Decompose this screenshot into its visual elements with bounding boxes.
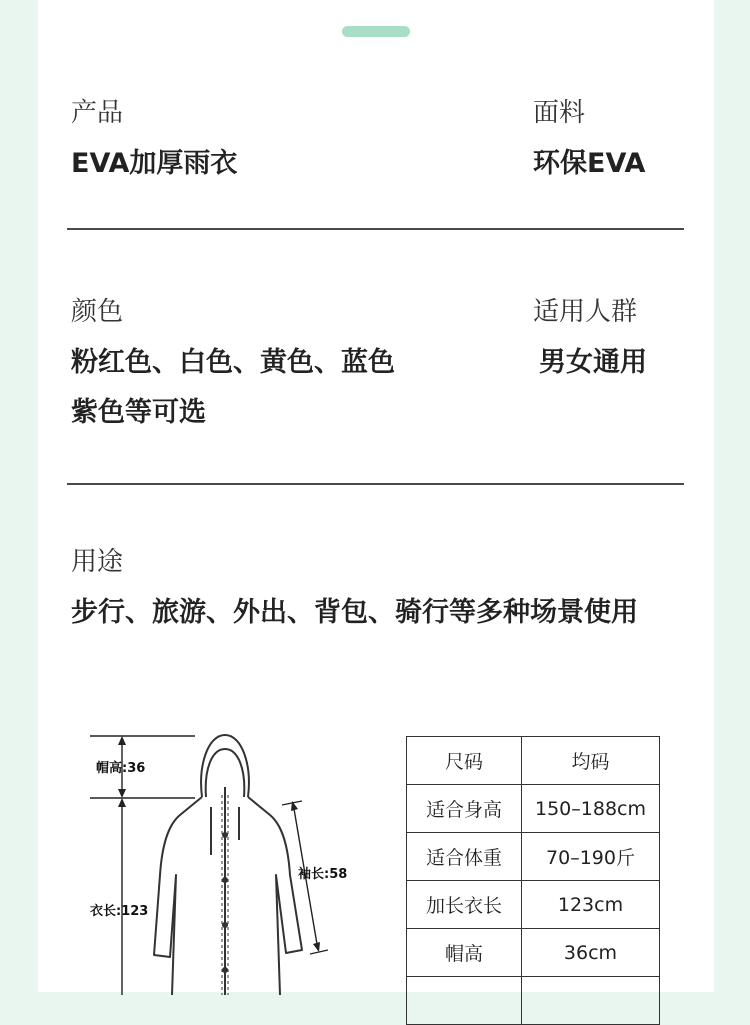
color-label: 颜色 [71, 297, 124, 327]
product-label: 产品 [71, 98, 124, 128]
hood-dimension [90, 736, 195, 798]
table-cell: 适合身高 [407, 785, 522, 833]
coat-length-label: 衣长:123 [90, 904, 149, 919]
table-row [407, 833, 660, 881]
table-row [407, 881, 660, 929]
table-cell [522, 977, 660, 1025]
table-row [407, 737, 660, 785]
sleeve-dimension [282, 801, 347, 954]
color-value-line1: 粉红色、白色、黄色、蓝色 [71, 347, 395, 378]
product-value: EVA加厚雨衣 [71, 148, 238, 179]
audience-value: 男女通用 [539, 347, 647, 378]
usage-value: 步行、旅游、外出、背包、骑行等多种场景使用 [71, 597, 638, 628]
table-row [407, 785, 660, 833]
table-cell: 70–190斤 [522, 833, 660, 881]
divider [67, 228, 684, 230]
size-table [406, 736, 660, 1025]
raincoat-outline [154, 735, 302, 995]
audience-label: 适用人群 [533, 297, 638, 327]
table-cell: 36cm [522, 929, 660, 977]
hood-height-label: 帽高:36 [96, 761, 146, 776]
coat-length-dimension [90, 798, 148, 995]
material-label: 面料 [533, 98, 586, 128]
table-cell: 加长衣长 [407, 881, 522, 929]
table-cell: 150–188cm [522, 785, 660, 833]
drag-handle[interactable] [342, 26, 410, 37]
table-cell: 均码 [522, 737, 660, 785]
divider [67, 483, 684, 485]
usage-label: 用途 [71, 547, 124, 577]
table-cell: 尺码 [407, 737, 522, 785]
table-row [407, 977, 660, 1025]
table-cell: 适合体重 [407, 833, 522, 881]
raincoat-size-diagram [80, 725, 380, 995]
table-cell [407, 977, 522, 1025]
color-value-line2: 紫色等可选 [71, 397, 206, 428]
table-cell: 123cm [522, 881, 660, 929]
sleeve-length-label: 袖长:58 [298, 867, 348, 882]
material-value: 环保EVA [533, 148, 646, 179]
table-row [407, 929, 660, 977]
table-cell: 帽高 [407, 929, 522, 977]
